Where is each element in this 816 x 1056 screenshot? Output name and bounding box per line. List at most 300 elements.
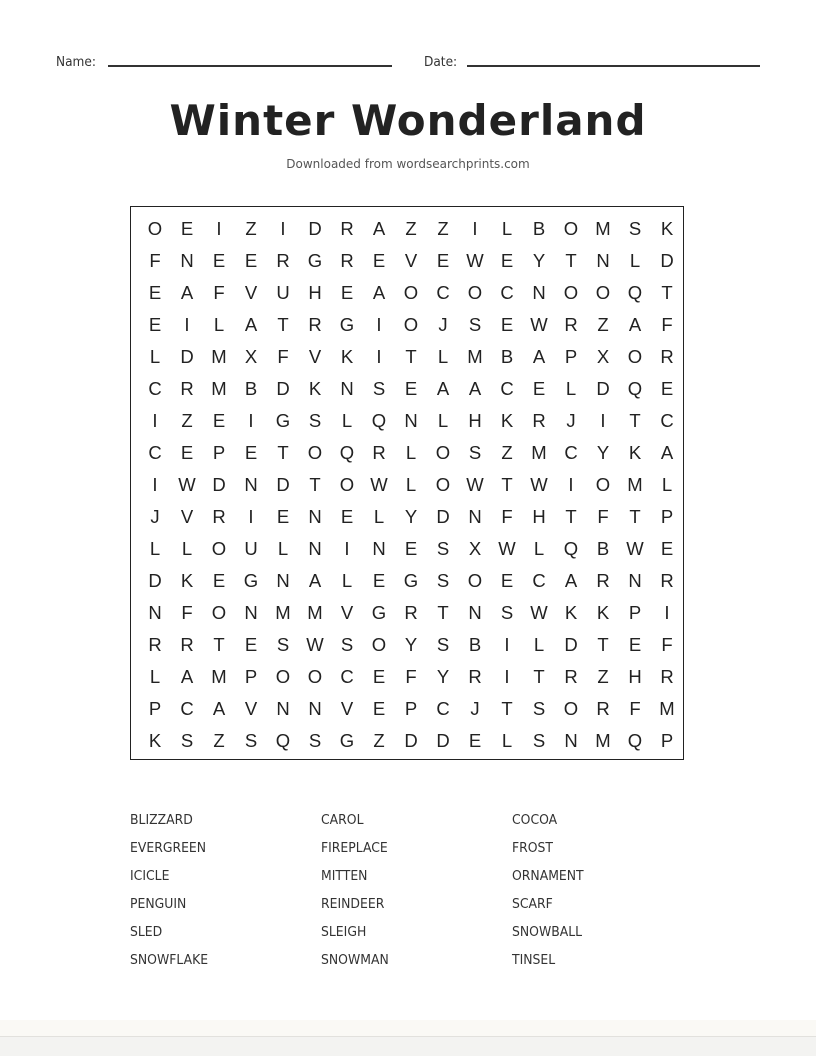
grid-letter[interactable]: P (564, 346, 578, 367)
grid-letter[interactable]: E (340, 282, 354, 303)
grid-letter[interactable]: E (212, 570, 226, 591)
grid-letter[interactable]: A (180, 666, 194, 687)
grid-letter[interactable]: S (468, 314, 482, 335)
grid-letter[interactable]: K (308, 378, 322, 399)
grid-letter[interactable]: E (276, 506, 290, 527)
grid-letter[interactable]: E (212, 410, 226, 431)
grid-letter[interactable]: W (530, 474, 548, 495)
grid-letter[interactable]: O (563, 698, 579, 719)
grid-letter[interactable]: G (371, 602, 387, 623)
grid-letter[interactable]: P (148, 698, 162, 719)
grid-letter[interactable]: T (277, 442, 289, 463)
grid-letter[interactable]: S (180, 730, 194, 751)
grid-letter[interactable]: I (152, 474, 158, 495)
grid-letter[interactable]: F (277, 346, 289, 367)
grid-letter[interactable]: P (244, 666, 258, 687)
grid-letter[interactable]: L (213, 314, 225, 335)
grid-letter[interactable]: O (467, 282, 483, 303)
grid-letter[interactable]: E (372, 570, 386, 591)
grid-letter[interactable]: C (148, 442, 162, 463)
grid-letter[interactable]: V (244, 282, 258, 303)
grid-letter[interactable]: A (308, 570, 322, 591)
grid-letter[interactable]: N (180, 250, 194, 271)
grid-letter[interactable]: W (466, 474, 484, 495)
grid-letter[interactable]: E (628, 634, 642, 655)
grid-letter[interactable]: Z (181, 410, 193, 431)
grid-letter[interactable]: R (660, 570, 674, 591)
grid-letter[interactable]: J (438, 314, 448, 335)
grid-letter[interactable]: V (340, 602, 354, 623)
grid-letter[interactable]: K (180, 570, 194, 591)
grid-letter[interactable]: O (339, 474, 355, 495)
grid-letter[interactable]: O (403, 314, 419, 335)
grid-letter[interactable]: G (307, 250, 323, 271)
grid-letter[interactable]: Y (404, 506, 418, 527)
grid-letter[interactable]: E (500, 314, 514, 335)
grid-letter[interactable]: F (213, 282, 225, 303)
grid-letter[interactable]: B (468, 634, 482, 655)
grid-letter[interactable]: F (149, 250, 161, 271)
grid-letter[interactable]: L (405, 474, 417, 495)
grid-letter[interactable]: T (277, 314, 289, 335)
grid-letter[interactable]: C (660, 410, 674, 431)
grid-letter[interactable]: O (211, 602, 227, 623)
grid-letter[interactable]: A (660, 442, 674, 463)
grid-letter[interactable]: I (152, 410, 158, 431)
grid-letter[interactable]: M (595, 730, 611, 751)
grid-letter[interactable]: A (532, 346, 546, 367)
grid-letter[interactable]: F (405, 666, 417, 687)
grid-letter[interactable]: S (436, 538, 450, 559)
grid-letter[interactable]: I (216, 218, 222, 239)
grid-letter[interactable]: N (308, 698, 322, 719)
grid-letter[interactable]: O (435, 442, 451, 463)
grid-letter[interactable]: A (372, 218, 386, 239)
grid-letter[interactable]: N (308, 538, 322, 559)
grid-letter[interactable]: V (308, 346, 322, 367)
grid-letter[interactable]: A (180, 282, 194, 303)
grid-letter[interactable]: Q (563, 538, 579, 559)
grid-letter[interactable]: Z (245, 218, 257, 239)
grid-letter[interactable]: N (468, 506, 482, 527)
grid-letter[interactable]: F (661, 314, 673, 335)
grid-letter[interactable]: L (149, 666, 161, 687)
grid-letter[interactable]: I (504, 666, 510, 687)
grid-letter[interactable]: M (531, 442, 547, 463)
grid-letter[interactable]: T (309, 474, 321, 495)
grid-letter[interactable]: R (468, 666, 482, 687)
grid-letter[interactable]: Q (627, 378, 643, 399)
grid-letter[interactable]: L (661, 474, 673, 495)
grid-letter[interactable]: S (436, 570, 450, 591)
grid-letter[interactable]: D (660, 250, 674, 271)
footer-band (0, 1020, 816, 1037)
grid-letter[interactable]: E (660, 538, 674, 559)
grid-letter[interactable]: Q (339, 442, 355, 463)
grid-letter[interactable]: K (564, 602, 578, 623)
grid-letter[interactable]: F (661, 634, 673, 655)
grid-letter[interactable]: D (212, 474, 226, 495)
grid-letter[interactable]: O (595, 474, 611, 495)
grid-letter[interactable]: Z (597, 666, 609, 687)
grid-letter[interactable]: E (500, 570, 514, 591)
grid-letter[interactable]: E (340, 506, 354, 527)
grid-letter[interactable]: I (248, 410, 254, 431)
grid-letter[interactable]: Z (405, 218, 417, 239)
grid-letter[interactable]: L (149, 346, 161, 367)
grid-letter[interactable]: V (404, 250, 418, 271)
grid-letter[interactable]: C (500, 378, 514, 399)
grid-letter[interactable]: C (148, 378, 162, 399)
grid-letter[interactable]: D (148, 570, 162, 591)
grid-letter[interactable]: I (344, 538, 350, 559)
grid-letter[interactable]: D (436, 506, 450, 527)
grid-letter[interactable]: K (500, 410, 514, 431)
date-line[interactable] (467, 65, 760, 67)
grid-letter[interactable]: M (659, 698, 675, 719)
grid-letter[interactable]: Y (596, 442, 610, 463)
grid-letter[interactable]: S (468, 442, 482, 463)
grid-letter[interactable]: N (628, 570, 642, 591)
grid-letter[interactable]: G (339, 314, 355, 335)
grid-letter[interactable]: S (500, 602, 514, 623)
grid-letter[interactable]: L (405, 442, 417, 463)
grid-letter[interactable]: E (500, 250, 514, 271)
grid-letter[interactable]: V (180, 506, 194, 527)
grid-letter[interactable]: W (370, 474, 388, 495)
grid-letter[interactable]: I (184, 314, 190, 335)
grid-letter[interactable]: R (532, 410, 546, 431)
grid-letter[interactable]: I (664, 602, 670, 623)
grid-letter[interactable]: R (596, 570, 610, 591)
grid-letter[interactable]: S (308, 730, 322, 751)
grid-letter[interactable]: M (211, 666, 227, 687)
grid-letter[interactable]: E (212, 250, 226, 271)
grid-letter[interactable]: R (308, 314, 322, 335)
grid-letter[interactable]: N (244, 602, 258, 623)
grid-letter[interactable]: R (596, 698, 610, 719)
grid-letter[interactable]: N (596, 250, 610, 271)
grid-letter[interactable]: C (500, 282, 514, 303)
grid-letter[interactable]: O (371, 634, 387, 655)
grid-letter[interactable]: P (660, 730, 674, 751)
word-list-item: FIREPLACE (321, 840, 388, 856)
header-fields (56, 52, 760, 74)
grid-letter[interactable]: C (436, 698, 450, 719)
grid-letter[interactable]: K (340, 346, 354, 367)
grid-letter[interactable]: Z (501, 442, 513, 463)
grid-letter[interactable]: T (661, 282, 673, 303)
grid-letter[interactable]: M (595, 218, 611, 239)
grid-letter[interactable]: L (149, 538, 161, 559)
grid-letter[interactable]: T (597, 634, 609, 655)
grid-letter[interactable]: E (148, 282, 162, 303)
grid-letter[interactable]: I (504, 634, 510, 655)
grid-letter[interactable]: H (532, 506, 546, 527)
grid-letter[interactable]: R (564, 666, 578, 687)
grid-letter[interactable]: E (180, 218, 194, 239)
grid-letter[interactable]: N (276, 570, 290, 591)
grid-letter[interactable]: P (660, 506, 674, 527)
grid-letter[interactable]: O (467, 570, 483, 591)
grid-letter[interactable]: N (564, 730, 578, 751)
grid-letter[interactable]: J (470, 698, 480, 719)
grid-letter[interactable]: Q (627, 282, 643, 303)
grid-letter[interactable]: D (404, 730, 418, 751)
source-credit: Downloaded from wordsearchprints.com (286, 157, 530, 171)
grid-letter[interactable]: N (372, 538, 386, 559)
grid-letter[interactable]: E (372, 666, 386, 687)
grid-letter[interactable]: S (532, 698, 546, 719)
grid-letter[interactable]: D (436, 730, 450, 751)
grid-letter[interactable]: O (627, 346, 643, 367)
grid-letter[interactable]: M (467, 346, 483, 367)
grid-letter[interactable]: L (437, 410, 449, 431)
grid-letter[interactable]: J (150, 506, 160, 527)
grid-letter[interactable]: S (340, 634, 354, 655)
grid-letter[interactable]: L (277, 538, 289, 559)
grid-letter[interactable]: W (498, 538, 516, 559)
grid-letter[interactable]: H (308, 282, 322, 303)
grid-letter[interactable]: R (180, 634, 194, 655)
grid-letter[interactable]: U (244, 538, 258, 559)
grid-letter[interactable]: O (403, 282, 419, 303)
grid-letter[interactable]: A (628, 314, 642, 335)
grid-letter[interactable]: S (372, 378, 386, 399)
grid-letter[interactable]: Z (213, 730, 225, 751)
grid-letter[interactable]: A (436, 378, 450, 399)
grid-letter[interactable]: N (532, 282, 546, 303)
grid-letter[interactable]: T (501, 698, 513, 719)
grid-letter[interactable]: O (435, 474, 451, 495)
grid-letter[interactable]: W (626, 538, 644, 559)
grid-letter[interactable]: N (468, 602, 482, 623)
grid-letter[interactable]: C (532, 570, 546, 591)
grid-letter[interactable]: F (501, 506, 513, 527)
grid-letter[interactable]: Z (437, 218, 449, 239)
grid-letter[interactable]: L (341, 410, 353, 431)
grid-letter[interactable]: C (340, 666, 354, 687)
grid-letter[interactable]: L (533, 538, 545, 559)
grid-letter[interactable]: B (244, 378, 258, 399)
grid-letter[interactable]: F (629, 698, 641, 719)
grid-letter[interactable]: D (308, 218, 322, 239)
grid-letter[interactable]: T (565, 250, 577, 271)
grid-letter[interactable]: T (501, 474, 513, 495)
grid-letter[interactable]: V (340, 698, 354, 719)
grid-letter[interactable]: R (340, 250, 354, 271)
grid-letter[interactable]: O (595, 282, 611, 303)
grid-letter[interactable]: W (530, 314, 548, 335)
grid-letter[interactable]: L (437, 346, 449, 367)
grid-letter[interactable]: K (148, 730, 162, 751)
grid-letter[interactable]: H (468, 410, 482, 431)
grid-letter[interactable]: G (243, 570, 259, 591)
grid-letter[interactable]: Q (627, 730, 643, 751)
grid-letter[interactable]: E (660, 378, 674, 399)
grid-letter[interactable]: T (533, 666, 545, 687)
grid-letter[interactable]: W (466, 250, 484, 271)
grid-letter[interactable]: R (404, 602, 418, 623)
grid-letter[interactable]: A (372, 282, 386, 303)
grid-letter[interactable]: K (596, 602, 610, 623)
grid-letter[interactable]: O (147, 218, 163, 239)
grid-letter[interactable]: E (244, 442, 258, 463)
grid-letter[interactable]: R (212, 506, 226, 527)
grid-letter[interactable]: L (373, 506, 385, 527)
word-list-item: PENGUIN (130, 896, 187, 912)
grid-letter[interactable]: N (148, 602, 162, 623)
grid-letter[interactable]: E (532, 378, 546, 399)
word-list-item: SNOWMAN (321, 952, 389, 968)
grid-letter[interactable]: U (276, 282, 290, 303)
grid-letter[interactable]: E (404, 538, 418, 559)
grid-letter[interactable]: L (341, 570, 353, 591)
grid-letter[interactable]: E (244, 634, 258, 655)
grid-letter[interactable]: B (532, 218, 546, 239)
date-label: Date: (424, 54, 458, 70)
grid-letter[interactable]: A (212, 698, 226, 719)
grid-letter[interactable]: E (436, 250, 450, 271)
grid-letter[interactable]: D (596, 378, 610, 399)
grid-letter[interactable]: L (533, 634, 545, 655)
grid-letter[interactable]: E (244, 250, 258, 271)
grid-letter[interactable]: P (628, 602, 642, 623)
grid-letter[interactable]: O (275, 666, 291, 687)
grid-letter[interactable]: M (211, 378, 227, 399)
grid-letter[interactable]: N (340, 378, 354, 399)
grid-letter[interactable]: G (275, 410, 291, 431)
grid-letter[interactable]: N (244, 474, 258, 495)
grid-letter[interactable]: Y (404, 634, 418, 655)
grid-letter[interactable]: D (276, 378, 290, 399)
grid-letter[interactable]: J (566, 410, 576, 431)
grid-letter[interactable]: N (308, 506, 322, 527)
grid-letter[interactable]: Z (373, 730, 385, 751)
grid-letter[interactable]: E (404, 378, 418, 399)
grid-letter[interactable]: G (339, 730, 355, 751)
grid-letter[interactable]: T (629, 410, 641, 431)
grid-letter[interactable]: I (376, 346, 382, 367)
grid-letter[interactable]: P (212, 442, 226, 463)
grid-letter[interactable]: T (405, 346, 417, 367)
grid-letter[interactable]: L (565, 378, 577, 399)
grid-letter[interactable]: Z (597, 314, 609, 335)
grid-letter[interactable]: S (244, 730, 258, 751)
grid-letter[interactable]: S (436, 634, 450, 655)
grid-letter[interactable]: R (276, 250, 290, 271)
grid-letter[interactable]: K (628, 442, 642, 463)
grid-letter[interactable]: O (211, 538, 227, 559)
grid-letter[interactable]: A (468, 378, 482, 399)
grid-letter[interactable]: T (213, 634, 225, 655)
grid-letter[interactable]: I (568, 474, 574, 495)
grid-letter[interactable]: B (500, 346, 514, 367)
grid-letter[interactable]: T (629, 506, 641, 527)
word-list-item: ORNAMENT (512, 868, 584, 884)
grid-letter[interactable]: D (276, 474, 290, 495)
grid-letter[interactable]: M (275, 602, 291, 623)
grid-letter[interactable]: Y (532, 250, 546, 271)
grid-letter[interactable]: N (404, 410, 418, 431)
grid-letter[interactable]: M (211, 346, 227, 367)
grid-letter[interactable]: W (306, 634, 324, 655)
grid-letter[interactable]: R (372, 442, 386, 463)
grid-letter[interactable]: T (565, 506, 577, 527)
grid-letter[interactable]: L (501, 218, 513, 239)
grid-letter[interactable]: O (307, 666, 323, 687)
grid-letter[interactable]: S (276, 634, 290, 655)
grid-letter[interactable]: L (181, 538, 193, 559)
grid-letter[interactable]: B (596, 538, 610, 559)
grid-letter[interactable]: G (403, 570, 419, 591)
grid-letter[interactable]: R (148, 634, 162, 655)
grid-letter[interactable]: C (564, 442, 578, 463)
grid-letter[interactable]: E (148, 314, 162, 335)
grid-letter[interactable]: I (248, 506, 254, 527)
grid-letter[interactable]: E (468, 730, 482, 751)
name-label: Name: (56, 54, 96, 70)
grid-letter[interactable]: P (404, 698, 418, 719)
grid-letter[interactable]: D (180, 346, 194, 367)
grid-letter[interactable]: M (307, 602, 323, 623)
grid-letter[interactable]: I (600, 410, 606, 431)
grid-letter[interactable]: T (437, 602, 449, 623)
grid-letter[interactable]: I (280, 218, 286, 239)
grid-letter[interactable]: O (563, 282, 579, 303)
grid-letter[interactable]: E (180, 442, 194, 463)
grid-letter[interactable]: E (372, 698, 386, 719)
grid-letter[interactable]: W (178, 474, 196, 495)
grid-letter[interactable]: C (436, 282, 450, 303)
grid-letter[interactable]: R (660, 346, 674, 367)
grid-letter[interactable]: S (628, 218, 642, 239)
grid-letter[interactable]: A (564, 570, 578, 591)
grid-letter[interactable]: A (244, 314, 258, 335)
grid-letter[interactable]: Y (436, 666, 450, 687)
grid-letter[interactable]: W (530, 602, 548, 623)
grid-letter[interactable]: I (376, 314, 382, 335)
grid-letter[interactable]: O (307, 442, 323, 463)
grid-letter[interactable]: X (468, 538, 482, 559)
grid-letter[interactable]: X (244, 346, 258, 367)
grid-letter[interactable]: C (180, 698, 194, 719)
grid-letter[interactable]: X (596, 346, 610, 367)
grid-letter[interactable]: M (627, 474, 643, 495)
grid-letter[interactable]: D (564, 634, 578, 655)
grid-letter[interactable]: L (629, 250, 641, 271)
name-line[interactable] (108, 65, 392, 67)
grid-letter[interactable]: Q (371, 410, 387, 431)
grid-letter[interactable]: S (308, 410, 322, 431)
grid-letter[interactable]: H (628, 666, 642, 687)
grid-letter[interactable]: V (244, 698, 258, 719)
grid-letter[interactable]: F (597, 506, 609, 527)
grid-letter[interactable]: S (532, 730, 546, 751)
grid-letter[interactable]: F (181, 602, 193, 623)
grid-letter[interactable]: N (276, 698, 290, 719)
grid-letter[interactable]: R (564, 314, 578, 335)
grid-letter[interactable]: L (501, 730, 513, 751)
grid-letter[interactable]: R (180, 378, 194, 399)
grid-letter[interactable]: I (472, 218, 478, 239)
grid-letter[interactable]: O (563, 218, 579, 239)
grid-letter[interactable]: K (660, 218, 674, 239)
grid-letter[interactable]: Q (275, 730, 291, 751)
grid-letter[interactable]: E (372, 250, 386, 271)
grid-letter[interactable]: R (340, 218, 354, 239)
grid-letter[interactable]: R (660, 666, 674, 687)
